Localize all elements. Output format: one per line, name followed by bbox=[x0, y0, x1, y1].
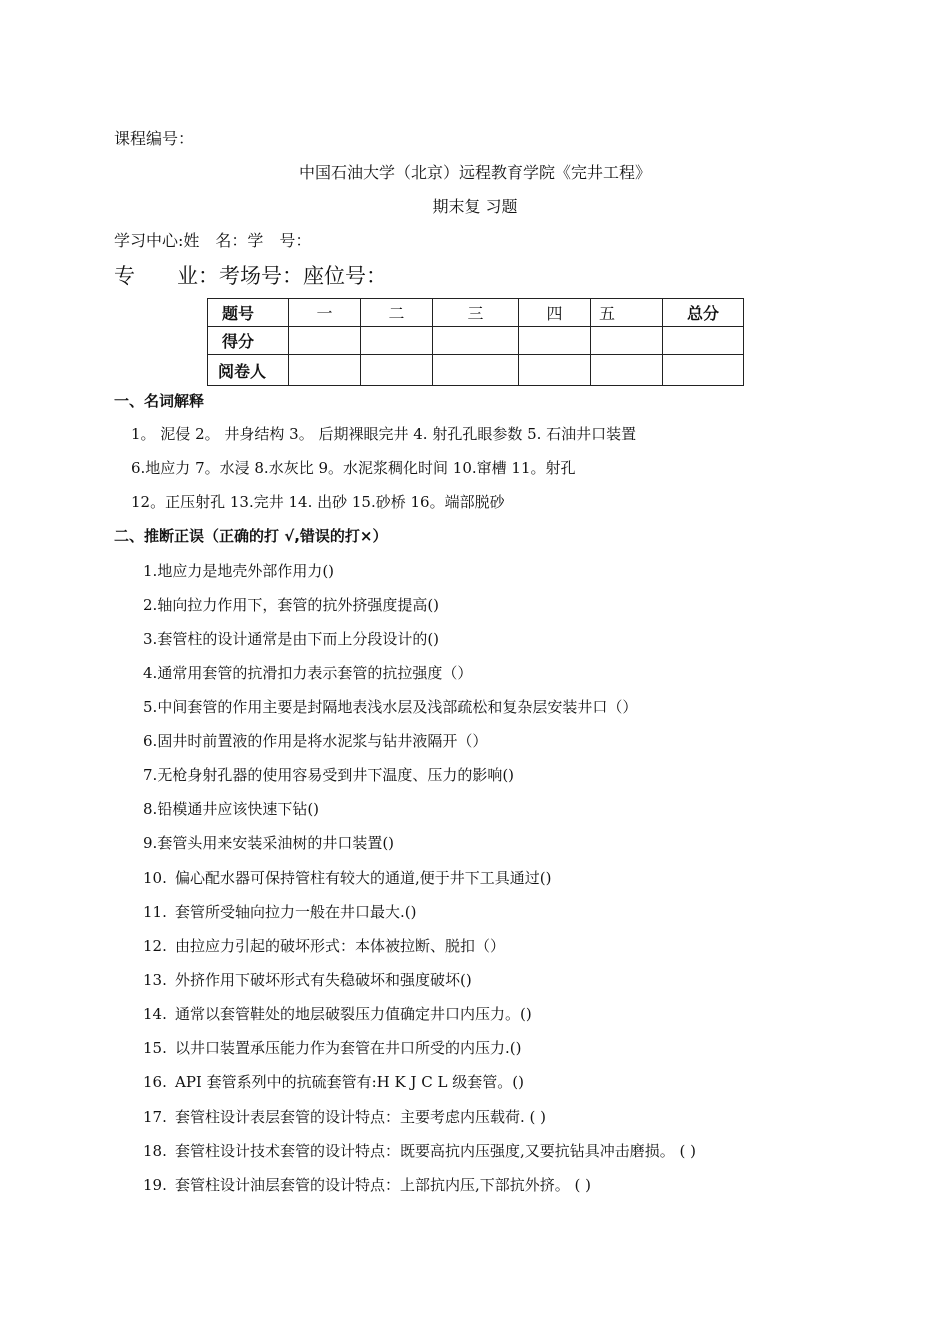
table-cell[interactable] bbox=[591, 327, 663, 355]
document-subtitle: 期末复 习题 bbox=[432, 197, 518, 216]
student-info-line: 学习中心:姓 名：学 号： bbox=[114, 231, 312, 250]
question-text: 套管头用来安装采油树的井口装置() bbox=[157, 834, 395, 852]
question-text: 以井口装置承压能力作为套管在井口所受的内压力.() bbox=[175, 1039, 522, 1057]
glossary-line: 1。 泥侵 2。 井身结构 3。 后期裸眼完井 4. 射孔孔眼参数 5. 石油井口装置 bbox=[131, 425, 637, 443]
table-cell[interactable] bbox=[289, 355, 361, 386]
question-item bbox=[143, 1140, 696, 1161]
table-header-cell: 五 bbox=[591, 299, 663, 327]
course-code-label: 课程编号： bbox=[114, 129, 195, 148]
question-number: 16. bbox=[143, 1073, 167, 1091]
question-text: 由拉应力引起的破坏形式：本体被拉断、脱扣（） bbox=[175, 937, 506, 955]
question-text: 外挤作用下破坏形式有失稳破坏和强度破坏() bbox=[175, 971, 472, 989]
section2-heading: 二、推断正误（正确的打 √,错误的打×） bbox=[114, 527, 388, 545]
question-item bbox=[143, 560, 334, 581]
question-text: 套管柱设计技术套管的设计特点：既要高抗内压强度,又要抗钻具冲击磨损。 ( ) bbox=[175, 1142, 697, 1160]
table-cell[interactable] bbox=[361, 327, 433, 355]
question-item bbox=[143, 662, 472, 683]
question-text: 套管所受轴向拉力一般在井口最大.() bbox=[175, 903, 417, 921]
question-text: 地应力是地壳外部作用力() bbox=[157, 562, 335, 580]
question-number: 4. bbox=[143, 664, 158, 682]
question-number: 15. bbox=[143, 1039, 167, 1057]
question-number: 7. bbox=[143, 766, 158, 784]
question-number: 19. bbox=[143, 1176, 167, 1194]
question-item bbox=[143, 1037, 521, 1058]
question-item bbox=[143, 798, 319, 819]
table-header-cell: 一 bbox=[289, 299, 361, 327]
question-text: 通常用套管的抗滑扣力表示套管的抗拉强度（） bbox=[157, 664, 473, 682]
question-text: 无枪身射孔器的使用容易受到井下温度、压力的影响() bbox=[157, 766, 515, 784]
question-number: 1. bbox=[143, 562, 158, 580]
question-text: 铅模通井应该快速下钻() bbox=[157, 800, 320, 818]
question-item bbox=[143, 935, 505, 956]
question-item bbox=[143, 1174, 591, 1195]
score-table-row bbox=[208, 355, 744, 386]
question-item bbox=[143, 969, 472, 990]
table-header-cell: 题号 bbox=[208, 299, 289, 327]
question-text: 偏心配水器可保持管柱有较大的通道,便于井下工具通过() bbox=[175, 869, 552, 887]
table-cell[interactable] bbox=[433, 327, 519, 355]
question-item bbox=[143, 867, 551, 888]
section1-heading: 一、名词解释 bbox=[114, 392, 205, 410]
glossary-line: 12。正压射孔 13.完井 14. 出砂 15.砂桥 16。端部脱砂 bbox=[131, 493, 505, 511]
question-text: API 套管系列中的抗硫套管有:H K J C L 级套管。() bbox=[175, 1073, 524, 1091]
table-cell[interactable] bbox=[289, 327, 361, 355]
question-item bbox=[143, 1071, 524, 1092]
question-text: 中间套管的作用主要是封隔地表浅水层及浅部疏松和复杂层安装井口（） bbox=[157, 698, 638, 716]
table-cell[interactable] bbox=[433, 355, 519, 386]
question-number: 10. bbox=[143, 869, 167, 887]
table-header-cell: 二 bbox=[361, 299, 433, 327]
question-item bbox=[143, 696, 637, 717]
question-item bbox=[143, 832, 394, 853]
question-text: 轴向拉力作用下，套管的抗外挤强度提高() bbox=[157, 596, 440, 614]
question-text: 通常以套管鞋处的地层破裂压力值确定井口内压力。() bbox=[175, 1005, 532, 1023]
table-cell[interactable] bbox=[663, 327, 744, 355]
question-text: 固井时前置液的作用是将水泥浆与钻井液隔开（） bbox=[157, 732, 488, 750]
score-table bbox=[207, 298, 744, 386]
question-number: 2. bbox=[143, 596, 158, 614]
question-number: 9. bbox=[143, 834, 158, 852]
question-item bbox=[143, 1003, 532, 1024]
question-item bbox=[143, 594, 439, 615]
exam-info-line: 专 业：考场号：座位号： bbox=[114, 264, 387, 288]
question-number: 14. bbox=[143, 1005, 167, 1023]
question-number: 8. bbox=[143, 800, 158, 818]
table-cell[interactable] bbox=[519, 355, 591, 386]
table-header-cell: 三 bbox=[433, 299, 519, 327]
glossary-line: 6.地应力 7。水浸 8.水灰比 9。水泥浆稠化时间 10.窜槽 11。射孔 bbox=[131, 459, 576, 477]
table-cell[interactable] bbox=[361, 355, 433, 386]
table-header-cell: 总分 bbox=[663, 299, 744, 327]
table-cell[interactable] bbox=[591, 355, 663, 386]
question-item bbox=[143, 1106, 546, 1127]
table-row-label: 得分 bbox=[208, 327, 289, 355]
question-text: 套管柱设计表层套管的设计特点：主要考虑内压载荷. ( ) bbox=[175, 1108, 547, 1126]
table-row-label: 阅卷人 bbox=[208, 355, 289, 386]
question-number: 5. bbox=[143, 698, 158, 716]
score-table-header-row bbox=[208, 299, 744, 327]
table-header-cell: 四 bbox=[519, 299, 591, 327]
table-cell[interactable] bbox=[519, 327, 591, 355]
question-number: 3. bbox=[143, 630, 158, 648]
question-item bbox=[143, 901, 416, 922]
question-number: 18. bbox=[143, 1142, 167, 1160]
question-item bbox=[143, 628, 439, 649]
question-item bbox=[143, 730, 487, 751]
question-number: 17. bbox=[143, 1108, 167, 1126]
document-title: 中国石油大学（北京）远程教育学院《完井工程》 bbox=[298, 163, 651, 182]
table-cell[interactable] bbox=[663, 355, 744, 386]
question-text: 套管柱设计油层套管的设计特点：上部抗内压,下部抗外挤。 ( ) bbox=[175, 1176, 592, 1194]
question-number: 6. bbox=[143, 732, 158, 750]
question-item bbox=[143, 764, 514, 785]
score-table-row bbox=[208, 327, 744, 355]
question-number: 13. bbox=[143, 971, 167, 989]
question-number: 12. bbox=[143, 937, 167, 955]
question-text: 套管柱的设计通常是由下而上分段设计的() bbox=[157, 630, 440, 648]
question-number: 11. bbox=[143, 903, 167, 921]
